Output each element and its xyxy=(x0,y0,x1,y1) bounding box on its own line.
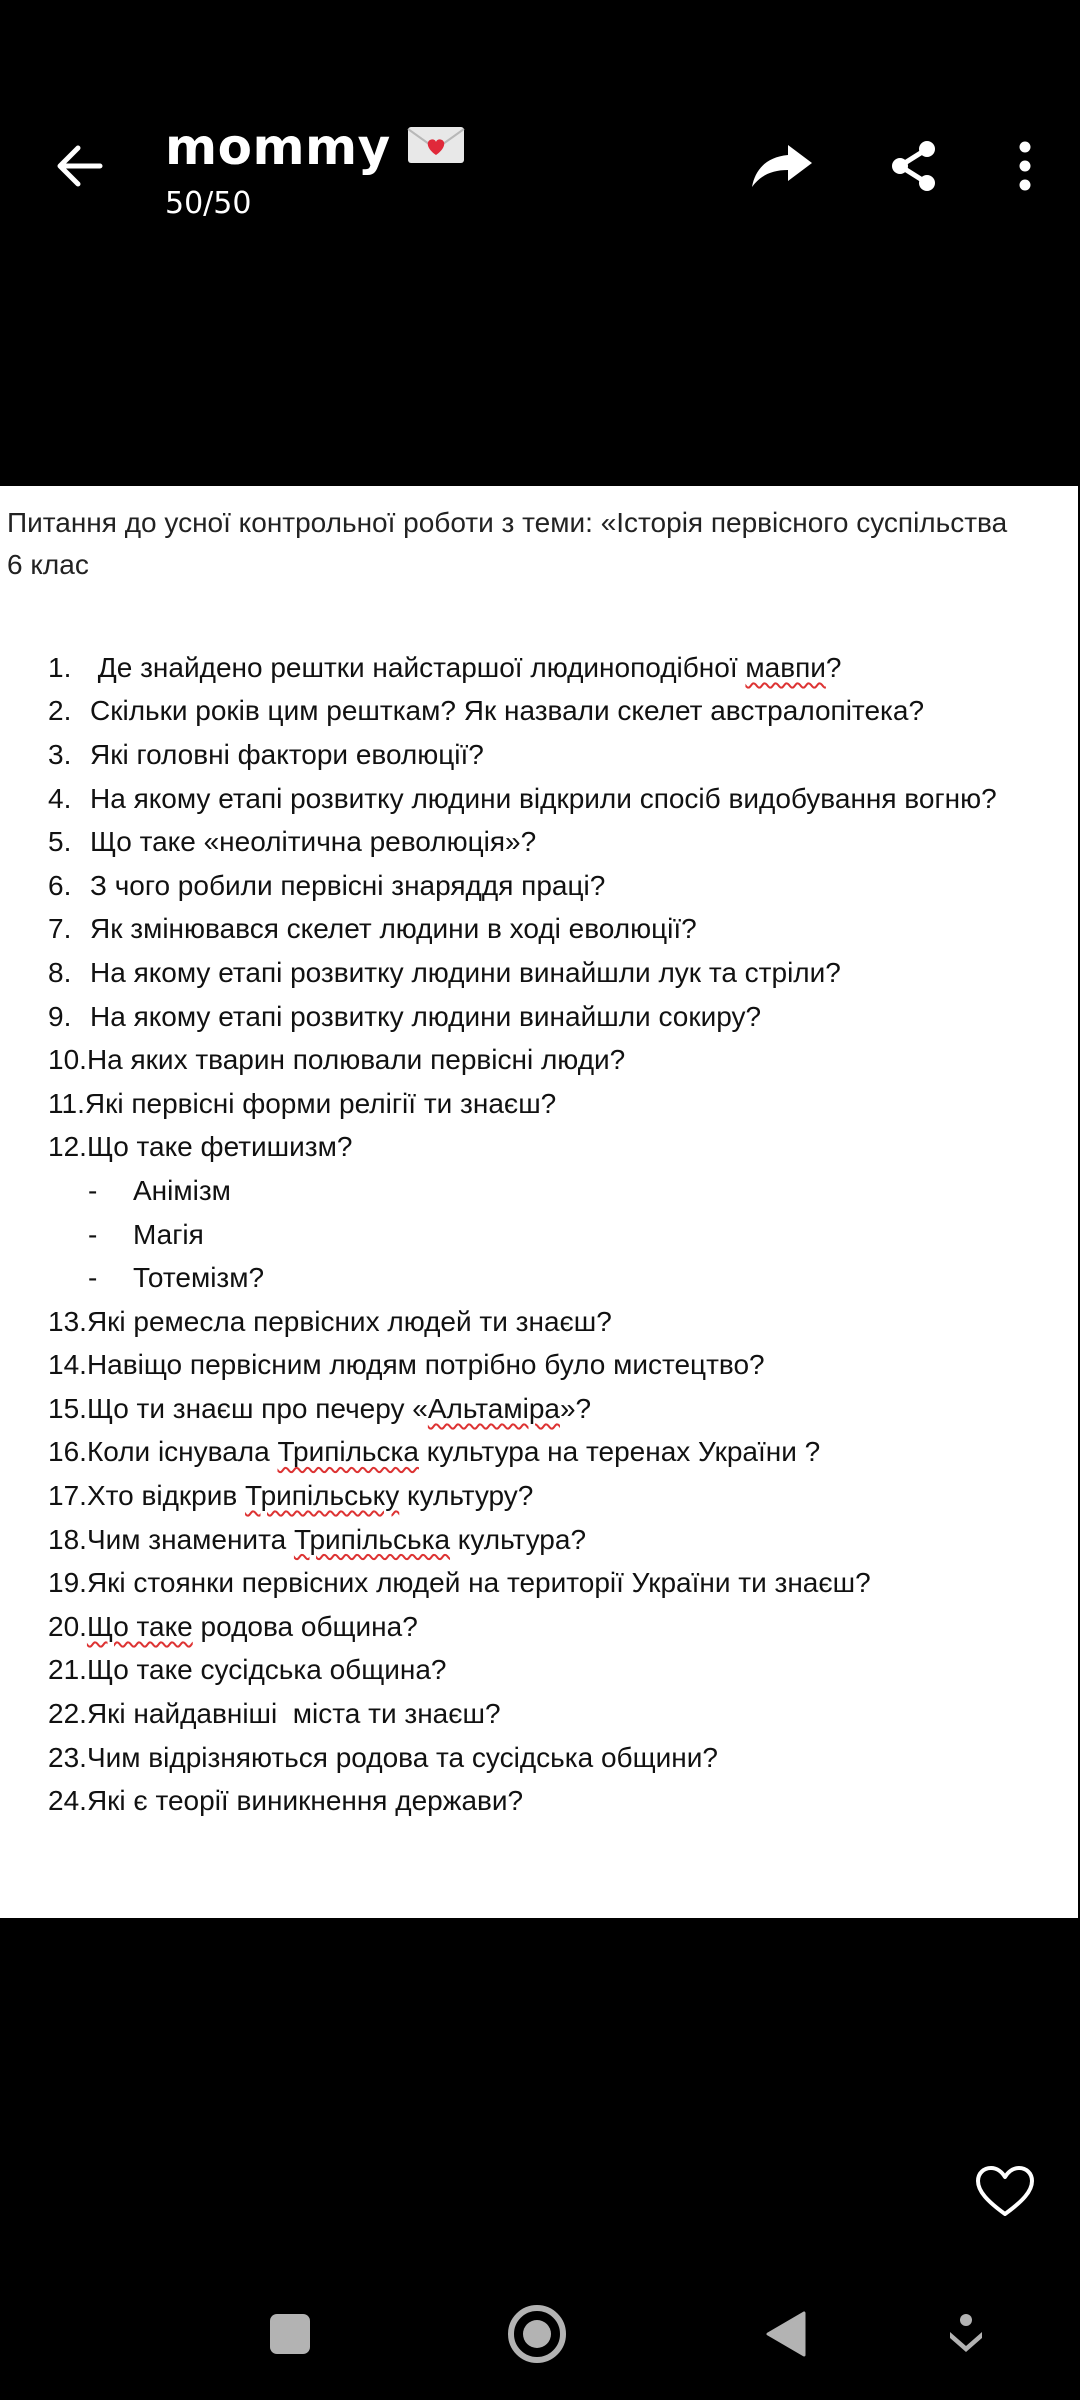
question-item xyxy=(48,690,997,734)
question-item xyxy=(48,1561,997,1605)
question-text-end: культура на теренах України ? xyxy=(418,1436,821,1468)
sub-item xyxy=(48,1169,997,1213)
question-item xyxy=(48,1736,997,1780)
document-title: Питання до усної контрольної роботи з теми: «Історія первісного суспільства xyxy=(7,507,1008,538)
heart-outline-icon xyxy=(975,2166,1035,2222)
question-number: 8. xyxy=(48,956,72,988)
question-text: Чим знаменита xyxy=(86,1523,294,1555)
question-number: 4. xyxy=(48,782,72,814)
question-text: Коли існувала xyxy=(86,1436,278,1468)
question-item xyxy=(48,951,997,995)
sub-item-dash: - xyxy=(88,1174,98,1206)
love-letter-icon xyxy=(407,125,465,169)
question-number: 14. xyxy=(48,1349,87,1381)
media-counter: 50/50 xyxy=(165,186,252,221)
question-item xyxy=(48,1300,997,1344)
question-item xyxy=(48,864,997,908)
question-text: Які є теорії виникнення держави? xyxy=(86,1785,524,1817)
share-button[interactable] xyxy=(874,128,954,208)
question-item xyxy=(48,1605,997,1649)
home-button[interactable] xyxy=(506,2305,568,2367)
triangle-back-icon xyxy=(764,2310,808,2362)
system-back-button[interactable] xyxy=(760,2310,812,2362)
spellcheck-word: Трипільську xyxy=(245,1480,400,1512)
spellcheck-word: Що таке xyxy=(86,1610,193,1642)
question-text: Скільки років цим решткам? Як назвали скелет австралопітека? xyxy=(90,695,925,727)
like-button[interactable] xyxy=(970,2163,1040,2225)
spellcheck-word: Альтаміра xyxy=(427,1392,560,1424)
down-arrow-dot-icon xyxy=(946,2312,986,2360)
sub-item-dash: - xyxy=(88,1218,98,1250)
question-number: 23. xyxy=(48,1741,87,1773)
sub-item xyxy=(48,1213,997,1257)
question-number: 19. xyxy=(48,1567,87,1599)
question-text: Що таке фетишизм? xyxy=(86,1131,353,1163)
question-text: Які головні фактори еволюції? xyxy=(90,738,484,770)
sub-item-text: Магія xyxy=(133,1218,204,1250)
question-text-end: »? xyxy=(559,1392,592,1424)
question-number: 12. xyxy=(48,1131,87,1163)
question-item xyxy=(48,1692,997,1736)
question-item xyxy=(48,1387,997,1431)
top-app-bar xyxy=(0,0,1080,340)
question-number: 15. xyxy=(48,1392,87,1424)
question-number: 11. xyxy=(48,1087,85,1119)
question-text-end: родова община? xyxy=(192,1610,418,1642)
question-item xyxy=(48,1518,997,1562)
circle-home-icon xyxy=(507,2304,567,2368)
question-list xyxy=(48,646,997,1823)
question-text: На якому етапі розвитку людини винайшли лук та стріли? xyxy=(90,956,841,988)
question-item xyxy=(48,646,997,690)
back-button[interactable] xyxy=(40,128,120,208)
spellcheck-word: Трипільська xyxy=(293,1523,451,1555)
sub-item-text: Тотемізм? xyxy=(133,1262,265,1294)
question-text: Які первісні форми релігії ти знаєш? xyxy=(84,1087,557,1119)
question-text: Що таке сусідська община? xyxy=(86,1654,447,1686)
chat-title-block xyxy=(165,118,465,221)
question-item xyxy=(48,1649,997,1693)
sub-item xyxy=(48,1256,997,1300)
question-text: З чого робили первісні знаряддя праці? xyxy=(90,869,606,901)
question-number: 2. xyxy=(48,695,72,727)
question-item xyxy=(48,1431,997,1475)
question-text: Хто відкрив xyxy=(86,1480,246,1512)
hide-nav-button[interactable] xyxy=(940,2310,992,2362)
question-text: На якому етапі розвитку людини винайшли сокиру? xyxy=(90,1000,762,1032)
question-item xyxy=(48,777,997,821)
question-text-end: культуру? xyxy=(399,1480,534,1512)
question-text: Які найдавніші міста ти знаєш? xyxy=(86,1698,501,1730)
question-number: 20. xyxy=(48,1610,87,1642)
question-text: Як змінювався скелет людини в ході еволюції? xyxy=(90,913,697,945)
question-number: 18. xyxy=(48,1523,87,1555)
question-number: 1. xyxy=(48,651,72,683)
question-item xyxy=(48,908,997,952)
question-text: На якому етапі розвитку людини відкрили спосіб видобування вогню? xyxy=(90,782,997,814)
document-image[interactable] xyxy=(0,486,1078,1918)
sub-item-dash: - xyxy=(88,1262,98,1294)
question-item xyxy=(48,1126,997,1170)
forward-button[interactable] xyxy=(742,128,822,208)
question-number: 9. xyxy=(48,1000,72,1032)
question-item xyxy=(48,1038,997,1082)
question-number: 7. xyxy=(48,913,72,945)
recent-apps-button[interactable] xyxy=(264,2310,316,2362)
arrow-left-icon xyxy=(56,144,104,192)
question-text: На яких тварин полювали первісні люди? xyxy=(86,1044,626,1076)
question-text: Навіщо первісним людям потрібно було мистецтво? xyxy=(86,1349,765,1381)
forward-arrow-icon xyxy=(750,143,814,193)
spellcheck-word: мавпи xyxy=(745,651,826,683)
question-item xyxy=(48,995,997,1039)
question-text: Де знайдено рештки найстаршої людиноподібної xyxy=(90,651,746,683)
question-number: 5. xyxy=(48,826,72,858)
question-number: 13. xyxy=(48,1305,87,1337)
more-vertical-icon xyxy=(1018,141,1032,195)
question-item xyxy=(48,1474,997,1518)
question-text: Чим відрізняються родова та сусідська общини? xyxy=(86,1741,718,1773)
question-number: 22. xyxy=(48,1698,87,1730)
question-item xyxy=(48,1082,997,1126)
contact-name: mommy xyxy=(165,118,391,176)
question-number: 10. xyxy=(48,1044,87,1076)
question-text: Які стоянки первісних людей на території України ти знаєш? xyxy=(86,1567,871,1599)
question-number: 17. xyxy=(48,1480,87,1512)
question-number: 3. xyxy=(48,738,72,770)
question-text: Що таке «неолітична революція»? xyxy=(90,826,537,858)
question-number: 21. xyxy=(48,1654,87,1686)
question-text: Які ремесла первісних людей ти знаєш? xyxy=(86,1305,612,1337)
question-number: 24. xyxy=(48,1785,87,1817)
document-class-line: 6 клас xyxy=(7,549,89,580)
question-text-end: культура? xyxy=(450,1523,587,1555)
more-options-button[interactable] xyxy=(985,128,1065,208)
square-icon xyxy=(268,2312,312,2360)
sub-item-text: Анімізм xyxy=(133,1174,231,1206)
question-item xyxy=(48,1344,997,1388)
question-item xyxy=(48,820,997,864)
question-item xyxy=(48,1779,997,1823)
question-number: 6. xyxy=(48,869,72,901)
question-text-end: ? xyxy=(825,651,842,683)
question-text: Що ти знаєш про печеру « xyxy=(86,1392,428,1424)
question-item xyxy=(48,733,997,777)
share-icon xyxy=(889,139,939,197)
question-number: 16. xyxy=(48,1436,87,1468)
spellcheck-word: Трипільска xyxy=(277,1436,419,1468)
